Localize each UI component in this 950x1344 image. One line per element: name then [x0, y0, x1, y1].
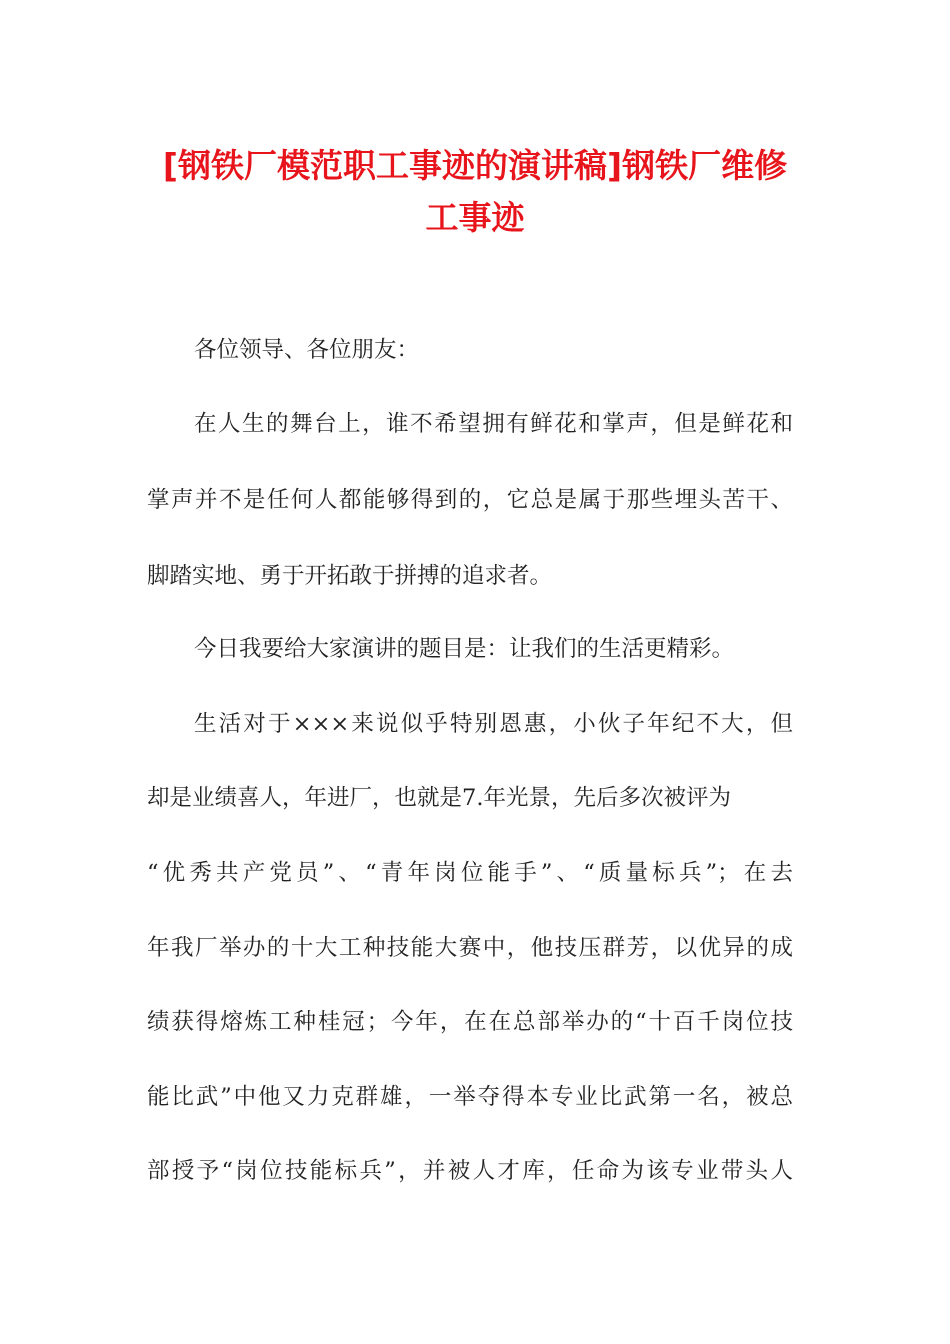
- paragraph-line: 能比武”中他又力克群雄，一举夺得本专业比武第一名，被总: [147, 1084, 793, 1110]
- paragraph-line: 掌声并不是任何人都能够得到的，它总是属于那些埋头苦干、: [147, 487, 793, 513]
- salutation-line: 各位领导、各位朋友：: [194, 337, 420, 363]
- paragraph-line: 生活对于×××来说似乎特别恩惠，小伙子年纪不大，但: [194, 711, 793, 737]
- paragraph-line: “优秀共产党员”、“青年岗位能手”、“质量标兵”；在去: [147, 860, 793, 886]
- document-title: [140, 140, 810, 244]
- paragraph-line: 年我厂举办的十大工种技能大赛中，他技压群芳，以优异的成: [147, 935, 793, 961]
- paragraph-line: 却是业绩喜人，年进厂，也就是7.年光景，先后多次被评为: [147, 785, 731, 811]
- title-line-2: 工事迹: [425, 198, 525, 237]
- paragraph-line: 在人生的舞台上，谁不希望拥有鲜花和掌声，但是鲜花和: [194, 411, 793, 437]
- paragraph-line: 今日我要给大家演讲的题目是：让我们的生活更精彩。: [194, 636, 735, 662]
- paragraph-line: 绩获得熔炼工种桂冠；今年，在在总部举办的“十百千岗位技: [147, 1009, 793, 1035]
- paragraph-line: 脚踏实地、勇于开拓敢于拼搏的追求者。: [147, 563, 553, 589]
- paragraph-line: 部授予“岗位技能标兵”，并被人才库，任命为该专业带头人: [147, 1158, 793, 1184]
- title-line-1: [钢铁厂模范职工事迹的演讲稿]钢铁厂维修: [162, 146, 788, 185]
